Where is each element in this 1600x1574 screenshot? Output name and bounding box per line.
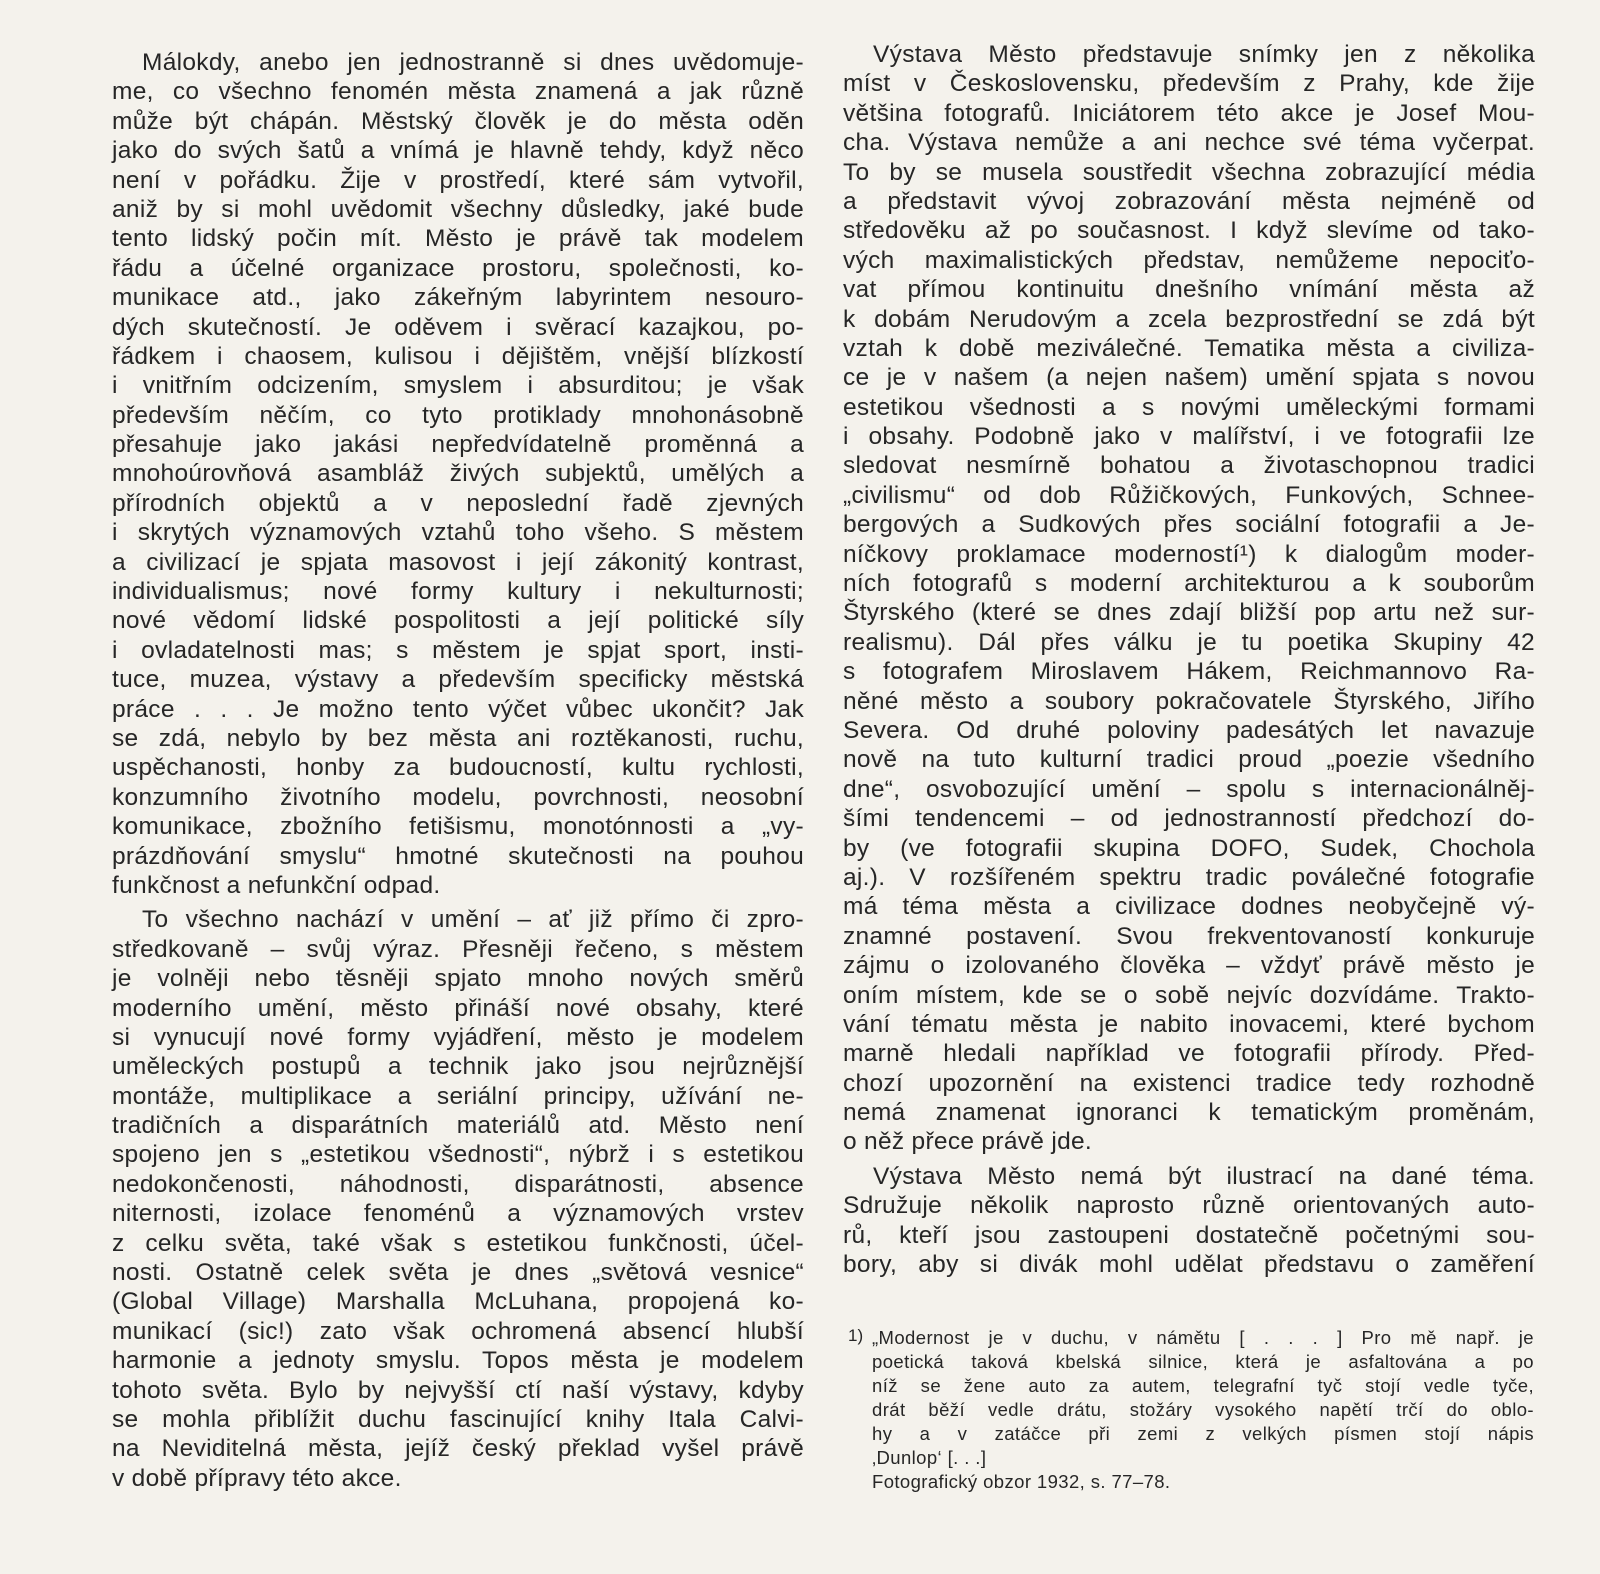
left-column [112, 48, 804, 1498]
text-line: přesahuje jako jakási nepředvídatelně proměnná a [112, 431, 804, 459]
text-line: vztah k době meziválečné. Tematika města a civiliza- [843, 334, 1535, 362]
text-line: konzumního životního modelu, povrchnosti, neosobní [112, 783, 804, 811]
text-line: i vnitřním odcizením, smyslem i absurditou; je však [112, 372, 804, 400]
text-line: moderního umění, město přináší nové obsahy, které [112, 994, 804, 1022]
text-line: Málokdy, anebo jen jednostranně si dnes uvědomuje- [142, 49, 804, 76]
text-line: rů, kteří jsou zastoupeni dostatečně početnými sou- [843, 1221, 1535, 1249]
footnote-line: ‚Dunlop‘ [. . .] [872, 1447, 987, 1468]
text-line: se zdá, nebylo by bez města ani roztěkanosti, ruchu, [112, 724, 804, 752]
text-line: šími tendencemi – od jednostranností předchozí do- [843, 805, 1535, 833]
text-line: se mohla přiblížit duchu fascinující knihy Itala Calvi- [112, 1405, 804, 1433]
text-line: To všechno nachází v umění – ať již přímo či zpro- [142, 906, 804, 934]
text-line: práce . . . Je možno tento výčet vůbec ukončit? Jak [112, 695, 804, 723]
right-column [843, 40, 1535, 1284]
footnote-line: „Modernost je v duchu, v námětu [ . . . ] Pro mě např. je [872, 1327, 1534, 1348]
text-line: si vynucují nové formy vyjádření, město je modelem [112, 1023, 804, 1051]
text-line: dých skutečností. Je oděvem i svěrací kazajkou, po- [112, 313, 804, 341]
text-line: dne“, osvobozující umění – spolu s internacionálněj- [843, 775, 1535, 803]
text-line: niternosti, izolace fenoménů a významových vrstev [112, 1200, 804, 1228]
paragraph [112, 48, 804, 900]
footnote-line: drát běží vedle drátu, stožáry vysokého napětí trčí do oblo- [872, 1399, 1534, 1420]
text-line: ních fotografů s moderní architekturou a k souborům [843, 570, 1535, 598]
text-line: chozí upozornění na existenci tradice tedy rozhodně [843, 1069, 1535, 1097]
text-line: především něčím, co tyto protiklady mnohonásobně [112, 401, 804, 429]
footnote-line: níž se žene auto za autem, telegrafní tyč stojí vedle tyče, [872, 1375, 1534, 1396]
text-line: nedokončenosti, náhodnosti, disparátnosti, absence [112, 1170, 804, 1198]
text-line: spojeno jen s „estetikou všednosti“, nýbrž i s estetikou [112, 1141, 804, 1169]
footnote-source: Fotografický obzor 1932, s. 77–78. [872, 1471, 1171, 1492]
text-line: bergových a Sudkových přes sociální fotografii a Je- [843, 511, 1535, 539]
text-line: Výstava Město nemá být ilustrací na dané téma. [873, 1162, 1535, 1190]
footnote-line: hy a v zatáčce při zemi z velkých písmen stojí nápis [872, 1423, 1534, 1444]
text-line: Sdružuje několik naprosto různě orientovaných auto- [843, 1192, 1535, 1220]
text-line: nově na tuto kulturní tradici proud „poezie všedního [843, 746, 1535, 774]
text-line: oním místem, kde se o sobě nejvíc dozvídáme. Trakto- [843, 981, 1535, 1009]
text-line: mnohoúrovňová asambláž živých subjektů, umělých a [112, 460, 804, 488]
text-line: tento lidský počin mít. Město je právě tak modelem [112, 225, 804, 253]
text-line: vání tématu města je nabito inovacemi, které bychom [843, 1010, 1535, 1038]
text-line: většina fotografů. Iniciátorem této akce je Josef Mou- [843, 99, 1535, 127]
text-line: s fotografem Miroslavem Hákem, Reichmannovo Ra- [843, 658, 1535, 686]
text-line: vat přímou kontinuitu dnešního vnímání města až [843, 276, 1535, 304]
text-line: tohoto světa. Bylo by nejvyšší ctí naší výstavy, kdyby [112, 1376, 804, 1404]
text-line: nosti. Ostatně celek světa je dnes „světová vesnice“ [112, 1259, 804, 1287]
text-line: k dobám Nerudovým a zcela bezprostřední se zdá být [843, 305, 1535, 333]
text-line: komunikace, zbožního fetišismu, monotónnosti a „vy- [112, 813, 804, 841]
text-line: bory, aby si divák mohl udělat představu o zaměření [843, 1251, 1535, 1279]
paragraph [843, 40, 1535, 1157]
text-line: by (ve fotografii skupina DOFO, Sudek, Chochola [843, 834, 1535, 862]
text-line: zájmu o izolovaného člověka – vždyť právě město je [843, 952, 1535, 980]
text-line: řádu a účelné organizace prostoru, společnosti, ko- [112, 254, 804, 282]
text-line: může být chápán. Městský člověk je do města oděn [112, 107, 804, 135]
text-line: munikace atd., jako zákeřným labyrintem nesouro- [112, 284, 804, 312]
text-line: ce je v našem (a nejen našem) umění spjata s novou [843, 364, 1535, 392]
text-line: funkčnost a nefunkční odpad. [112, 871, 441, 899]
text-line: má téma města a civilizace dodnes neobyčejně vý- [843, 893, 1535, 921]
text-line: i ovladatelnosti mas; s městem je spjat sport, insti- [112, 636, 804, 664]
text-line: uměleckých postupů a technik jako jsou nejrůznější [112, 1053, 804, 1081]
text-line: jako do svých šatů a vnímá je hlavně tehdy, když něco [112, 137, 804, 165]
text-line: něné město a soubory pokračovatele Štyrského, Jiřího [843, 687, 1535, 715]
text-line: munikací (sic!) zato však ochromená absencí hlubší [112, 1317, 804, 1345]
text-line: středověku až po současnost. I když slevíme od tako- [843, 217, 1535, 245]
text-line: níčkovy proklamace moderností¹) k dialogům moder- [843, 540, 1535, 568]
text-line: cha. Výstava nemůže a ani nechce své téma vyčerpat. [843, 129, 1535, 157]
text-line: aj.). V rozšířeném spektru tradic poválečné fotografie [843, 863, 1535, 891]
text-line: me, co všechno fenomén města znamená a jak různě [112, 78, 804, 106]
text-line: sledovat nesmírně bohatou a životaschopnou tradici [843, 452, 1535, 480]
text-line: v době přípravy této akce. [112, 1464, 402, 1492]
text-line: nemá znamenat ignoranci k tematickým proměnám, [843, 1099, 1535, 1127]
paragraph [112, 905, 804, 1493]
text-line: na Neviditelná města, jejíž český překlad vyšel právě [112, 1435, 804, 1463]
text-line: míst v Československu, především z Prahy, kde žije [843, 70, 1535, 98]
text-line: individualismus; nové formy kultury i nekulturnosti; [112, 578, 804, 606]
text-line: tradičních a disparátních materiálů atd. Město není [112, 1112, 804, 1140]
text-line: prázdňování smyslu“ hmotné skutečnosti na pouhou [112, 842, 804, 870]
text-line: přírodních objektů a v neposlední řadě zjevných [112, 489, 804, 517]
text-line: a civilizací je spjata masovost i její zákonitý kontrast, [112, 548, 804, 576]
text-line: To by se musela soustředit všechna zobrazující média [843, 158, 1535, 186]
text-line: Štyrského (které se dnes zdají bližší pop artu než sur- [843, 599, 1535, 627]
text-line: nové vědomí lidské pospolitosti a její politické síly [112, 607, 804, 635]
footnote-body [872, 1326, 1534, 1494]
text-line: středkovaně – svůj výraz. Přesněji řečeno, s městem [112, 935, 804, 963]
text-line: Výstava Město představuje snímky jen z několika [873, 41, 1535, 68]
text-line: je volněji nebo těsněji spjato mnoho nových směrů [112, 965, 804, 993]
text-line: estetikou všednosti a s novými uměleckými formami [843, 393, 1535, 421]
text-line: není v pořádku. Žije v prostředí, které sám vytvořil, [112, 166, 804, 194]
text-line: o něž přece právě jde. [843, 1128, 1093, 1156]
text-line: (Global Village) Marshalla McLuhana, propojená ko- [112, 1288, 804, 1316]
text-line: i skrytých významových vztahů toho všeho. S městem [112, 519, 804, 547]
text-line: realismu). Dál přes válku je tu poetika Skupiny 42 [843, 628, 1535, 656]
paragraph [843, 1162, 1535, 1280]
text-line: tuce, muzea, výstavy a především specificky městská [112, 666, 804, 694]
text-line: i obsahy. Podobně jako v malířství, i ve fotografii lze [843, 423, 1535, 451]
footnote [848, 1326, 1534, 1494]
text-line: harmonie a jednoty smyslu. Topos města je modelem [112, 1347, 804, 1375]
text-line: montáže, multiplikace a seriální principy, užívání ne- [112, 1082, 804, 1110]
text-line: a představit vývoj zobrazování města nejméně od [843, 187, 1535, 215]
text-line: uspěchanosti, honby za budoucností, kultu rychlosti, [112, 754, 804, 782]
text-line: „civilismu“ od dob Růžičkových, Funkových, Schnee- [843, 481, 1535, 509]
text-line: řádkem i chaosem, kulisou i dějištěm, vnější blízkostí [112, 342, 804, 370]
footnote-line: poetická taková kbelská silnice, která je asfaltována a po [872, 1351, 1534, 1372]
text-line: znamné postavení. Svou frekventovaností konkuruje [843, 922, 1535, 950]
text-line: marně hledali například ve fotografii přírody. Před- [843, 1040, 1535, 1068]
text-line: vých maximalistických představ, nemůžeme nepociťo- [843, 246, 1535, 274]
text-line: z celku světa, také však s estetikou funkčnosti, účel- [112, 1229, 804, 1257]
footnote-marker: 1) [848, 1326, 864, 1345]
text-line: Severa. Od druhé poloviny padesátých let navazuje [843, 716, 1535, 744]
text-line: aniž by si mohl uvědomit všechny důsledky, jaké bude [112, 195, 804, 223]
